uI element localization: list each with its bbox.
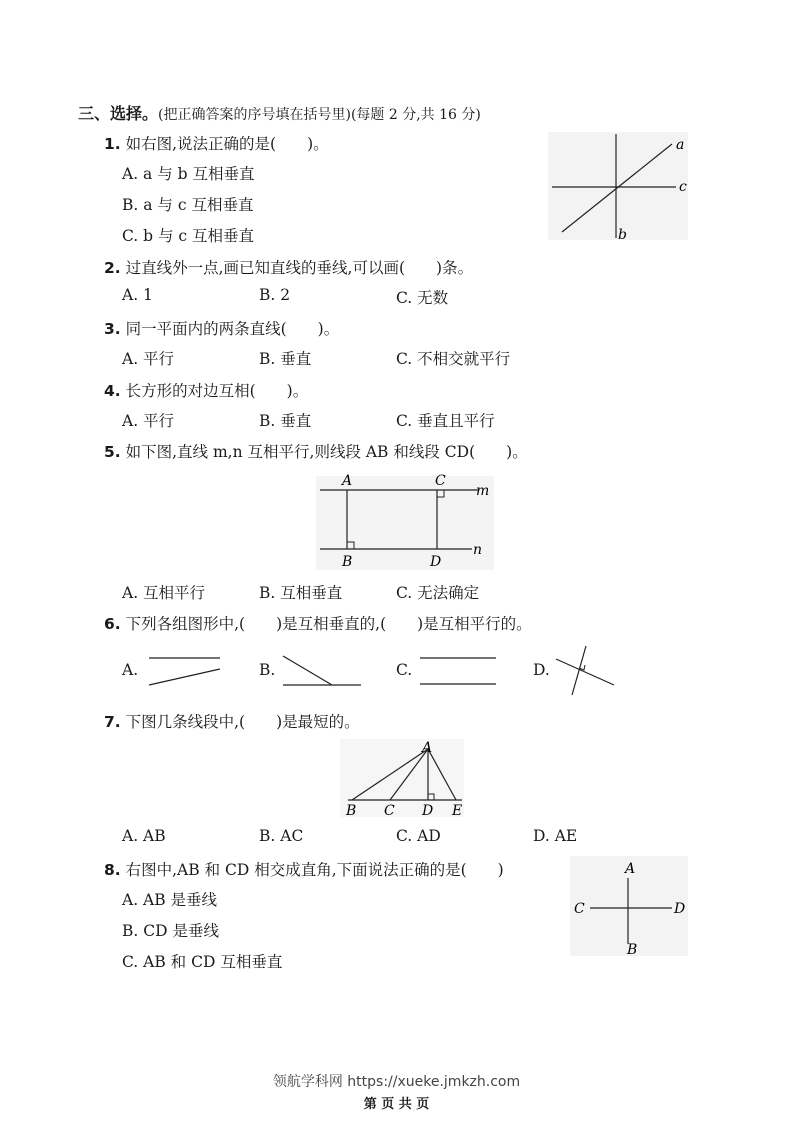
q7-option-c[interactable]: C. AD [396, 827, 441, 845]
q4-option-a[interactable]: A. 平行 [122, 412, 175, 430]
q4-option-b[interactable]: B. 垂直 [259, 412, 312, 430]
q7-option-d[interactable]: D. AE [533, 827, 578, 845]
q5-option-b[interactable]: B. 互相垂直 [259, 584, 343, 602]
q7-label-b: B [346, 803, 357, 819]
q6-option-d[interactable]: D. [533, 661, 550, 679]
section-note: (把正确答案的序号填在括号里)(每题 2 分,共 16 分) [158, 107, 481, 123]
q8-figure [570, 856, 690, 958]
question-6: 6. 下列各组图形中,( )是互相垂直的,( )是互相平行的。 [104, 615, 532, 633]
question-2-text: 过直线外一点,画已知直线的垂线,可以画( )条。 [125, 259, 474, 277]
q5-label-m: m [476, 483, 490, 499]
q5-figure [316, 470, 496, 572]
question-7: 7. 下图几条线段中,( )是最短的。 [104, 713, 360, 731]
q1-label-b: b [618, 227, 627, 242]
question-1-text: 如右图,说法正确的是( )。 [125, 135, 329, 153]
q6-figure-c [418, 652, 498, 688]
q1-option-c[interactable]: C. b 与 c 互相垂直 [122, 227, 255, 245]
q8-option-c[interactable]: C. AB 和 CD 互相垂直 [122, 953, 283, 971]
q7-option-b[interactable]: B. AC [259, 827, 304, 845]
question-8: 8. 右图中,AB 和 CD 相交成直角,下面说法正确的是( ) [104, 861, 504, 879]
q5-option-c[interactable]: C. 无法确定 [396, 584, 480, 602]
section-title: 三、选择。 [78, 104, 159, 123]
q3-option-c[interactable]: C. 不相交就平行 [396, 350, 511, 368]
q6-option-a[interactable]: A. [122, 661, 139, 679]
q1-figure [548, 132, 688, 242]
q8-label-d: D [674, 901, 686, 917]
question-4-text: 长方形的对边互相( )。 [125, 382, 309, 400]
q5-label-d: D [430, 554, 442, 570]
q7-option-a[interactable]: A. AB [122, 827, 166, 845]
q6-option-b[interactable]: B. [259, 661, 276, 679]
q2-option-a[interactable]: A. 1 [122, 286, 153, 304]
q7-figure [340, 739, 466, 819]
footer-watermark: 领航学科网 https://xueke.jmkzh.com [272, 1074, 521, 1090]
question-4: 4. 长方形的对边互相( )。 [104, 382, 309, 400]
page-number: 第 页 共 页 [363, 1097, 430, 1112]
q8-label-b: B [627, 942, 638, 958]
q8-option-b[interactable]: B. CD 是垂线 [122, 922, 219, 940]
q3-option-a[interactable]: A. 平行 [122, 350, 175, 368]
q7-figure-background [340, 739, 464, 817]
question-2: 2. 过直线外一点,画已知直线的垂线,可以画( )条。 [104, 259, 474, 277]
q7-label-c: C [384, 803, 395, 819]
q7-label-e: E [452, 803, 463, 819]
question-5-text: 如下图,直线 m,n 互相平行,则线段 AB 和线段 CD( )。 [125, 443, 528, 461]
q4-option-c[interactable]: C. 垂直且平行 [396, 412, 495, 430]
section-header [78, 101, 481, 124]
q6-figure-a [146, 652, 222, 688]
q5-label-b: B [342, 554, 353, 570]
q5-label-c: C [435, 473, 446, 489]
q2-option-c[interactable]: C. 无数 [396, 289, 449, 307]
question-3-text: 同一平面内的两条直线( )。 [125, 320, 340, 338]
q6-figure-d [552, 643, 618, 697]
q5-label-n: n [473, 542, 483, 558]
question-8-text: 右图中,AB 和 CD 相交成直角,下面说法正确的是( ) [125, 861, 504, 879]
q3-option-b[interactable]: B. 垂直 [259, 350, 312, 368]
question-1: 1. 如右图,说法正确的是( )。 [104, 135, 329, 153]
q1-label-a: a [676, 137, 685, 153]
q1-option-a[interactable]: A. a 与 b 互相垂直 [122, 165, 255, 183]
question-5: 5. 如下图,直线 m,n 互相平行,则线段 AB 和线段 CD( )。 [104, 443, 528, 461]
q8-label-a: A [625, 861, 636, 877]
question-3: 3. 同一平面内的两条直线( )。 [104, 320, 340, 338]
q5-label-a: A [342, 473, 353, 489]
q7-label-a: A [422, 740, 433, 756]
q1-option-b[interactable]: B. a 与 c 互相垂直 [122, 196, 254, 214]
q6-option-c[interactable]: C. [396, 661, 413, 679]
question-6-text: 下列各组图形中,( )是互相垂直的,( )是互相平行的。 [125, 615, 532, 633]
q5-option-a[interactable]: A. 互相平行 [122, 584, 206, 602]
q6-figure-b [280, 652, 364, 688]
q8-label-c: C [574, 901, 585, 917]
q2-option-b[interactable]: B. 2 [259, 286, 291, 304]
q7-label-d: D [422, 803, 434, 819]
q8-option-a[interactable]: A. AB 是垂线 [122, 891, 218, 909]
question-7-text: 下图几条线段中,( )是最短的。 [125, 713, 360, 731]
q1-label-c: c [679, 179, 687, 195]
